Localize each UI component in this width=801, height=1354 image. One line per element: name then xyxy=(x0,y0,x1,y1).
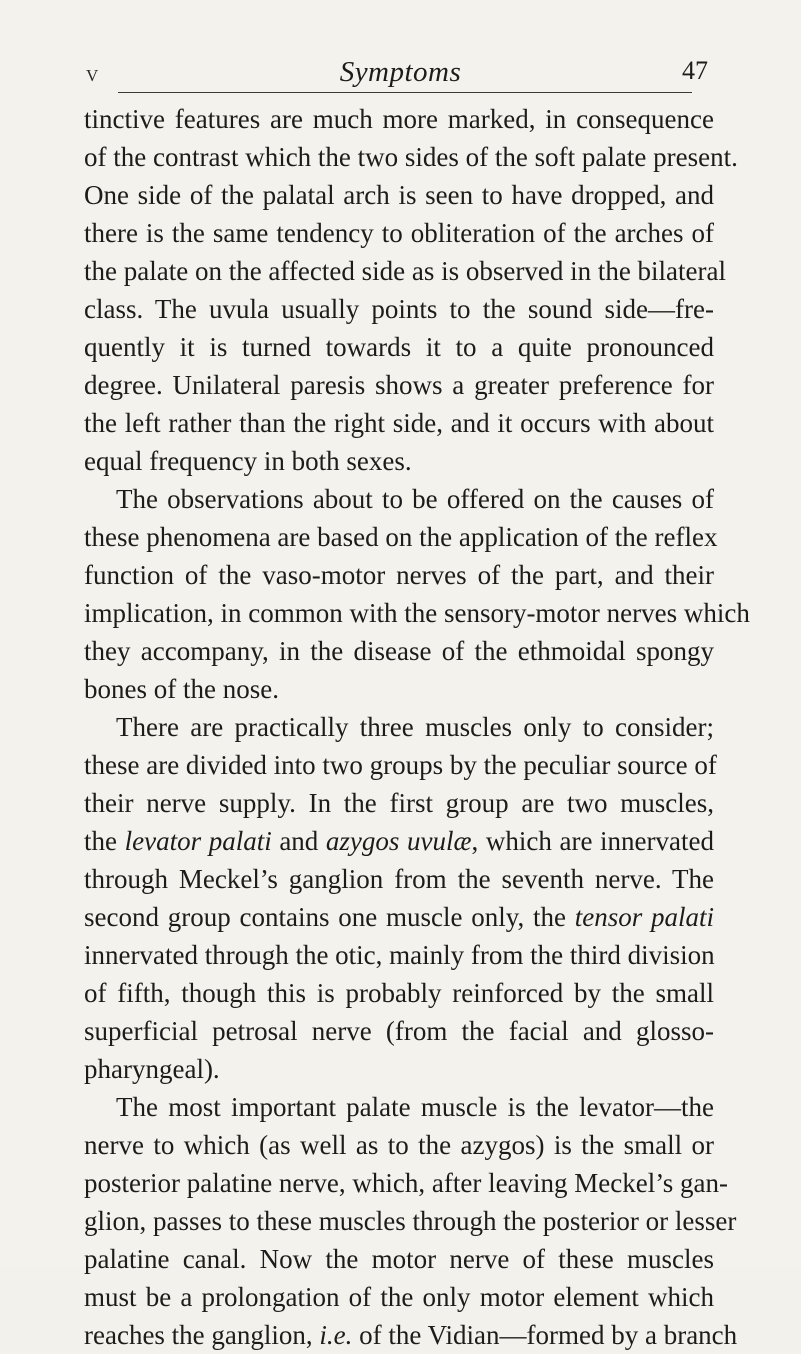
text-line: There are practically three muscles only to consider; xyxy=(116,712,714,742)
text-line: quently it is turned towards it to a quite pronounced xyxy=(84,332,714,362)
text-line: these phenomena are based on the application of the reflex xyxy=(84,522,718,552)
page-number: 47 xyxy=(682,56,708,85)
text-line: the palate on the affected side as is observed in the bilateral xyxy=(84,256,727,286)
text-line: of fifth, though this is probably reinforced by the small xyxy=(84,978,714,1008)
text-line: bones of the nose. xyxy=(84,674,279,704)
text-line: function of the vaso-motor nerves of the part, and their xyxy=(84,560,714,590)
text-line: of the contrast which the two sides of the soft palate present. xyxy=(84,142,738,172)
text-line: pharyngeal). xyxy=(84,1054,220,1084)
text-line: these are divided into two groups by the peculiar source of xyxy=(84,750,717,780)
text-line: innervated through the otic, mainly from the third division xyxy=(84,940,715,970)
text-line: posterior palatine nerve, which, after leaving Meckel’s gan- xyxy=(84,1168,728,1198)
text-line: there is the same tendency to obliteration of the arches of xyxy=(84,218,714,248)
text-line: The observations about to be offered on the causes of xyxy=(116,484,714,514)
text-line: The most important palate muscle is the levator—the xyxy=(116,1092,714,1122)
header-rule xyxy=(118,92,692,93)
text-line: class. The uvula usually points to the sound side—fre- xyxy=(84,294,714,324)
text-line: they accompany, in the disease of the ethmoidal spongy xyxy=(84,636,714,666)
text-line: nerve to which (as well as to the azygos) is the small or xyxy=(84,1130,714,1160)
text-line: equal frequency in both sexes. xyxy=(84,446,412,476)
text-line: tinctive features are much more marked, in consequence xyxy=(84,104,714,134)
text-line: second group contains one muscle only, the tensor palati xyxy=(84,902,715,932)
running-head-title: Symptoms xyxy=(339,56,462,88)
text-line: palatine canal. Now the motor nerve of these muscles xyxy=(84,1244,714,1274)
text-line: superficial petrosal nerve (from the facial and glosso- xyxy=(84,1016,714,1046)
text-line: their nerve supply. In the first group are two muscles, xyxy=(84,788,714,818)
text-line: must be a prolongation of the only motor element which xyxy=(84,1282,714,1312)
text-line: degree. Unilateral paresis shows a greater preference for xyxy=(84,370,714,400)
text-line: One side of the palatal arch is seen to have dropped, and xyxy=(84,180,714,210)
body-text xyxy=(84,100,750,1354)
text-line: through Meckel’s ganglion from the seventh nerve. The xyxy=(84,864,714,894)
text-line: reaches the ganglion, i.e. of the Vidian—formed by a branch xyxy=(84,1320,738,1350)
text-line: implication, in common with the sensory-motor nerves which xyxy=(84,598,750,628)
text-line: the levator palati and azygos uvulæ, which are innervated xyxy=(84,826,715,856)
signature-mark: V xyxy=(86,66,99,85)
text-line: the left rather than the right side, and it occurs with about xyxy=(84,408,714,438)
text-line: glion, passes to these muscles through the posterior or lesser xyxy=(84,1206,737,1236)
